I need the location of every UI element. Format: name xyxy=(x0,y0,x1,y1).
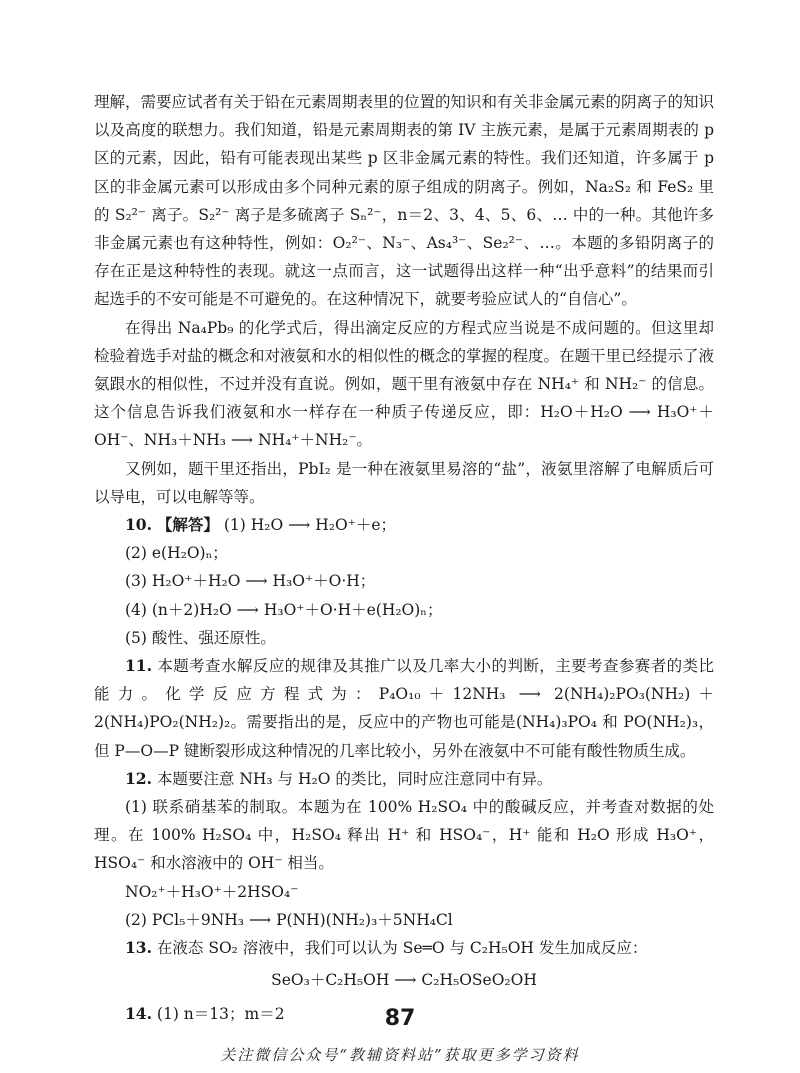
question-13-text: 在液态 SO₂ 溶液中，我们可以认为 Se═O 与 C₂H₅OH 发生加成反应： xyxy=(156,939,648,958)
question-10-line-5: (5) 酸性、强还原性。 xyxy=(125,628,276,647)
question-10-line-1 xyxy=(94,511,714,539)
question-13 xyxy=(94,934,714,962)
question-number: 10. xyxy=(125,515,152,535)
paragraph-pbi2-salt: 又例如，题干里还指出，PbI₂ 是一种在液氨里易溶的“盐”，液氨里溶解了电解质后可以导电，可以电解等等。 xyxy=(94,459,714,506)
question-number: 14. xyxy=(125,1004,152,1024)
question-14-text: (1) n＝13；m＝2 xyxy=(156,1005,285,1024)
answer-tag: 【解答】 xyxy=(156,515,219,535)
question-10-line-2: (2) e(H₂O)ₙ； xyxy=(125,544,228,563)
question-12-text: 本题要注意 NH₃ 与 H₂O 的类比，同时应注意同中有异。 xyxy=(156,769,553,788)
question-12-part-1: (1) 联系硝基苯的制取。本题为在 100% H₂SO₄ 中的酸碱反应，并考查对数据的处理。在 100% H₂SO₄ 中，H₂SO₄ 释出 H⁺ 和 HSO₄⁻，H⁺ 能和 H₂O 形成 H₃O⁺，HSO₄⁻ 和水溶液中的 OH⁻ 相当。 xyxy=(94,798,714,873)
question-13-equation: SeO₃＋C₂H₅OH ⟶ C₂H₅OSeO₂OH xyxy=(271,971,537,990)
question-10-line-3: (3) H₂O⁺＋H₂O ⟶ H₃O⁺＋O·H； xyxy=(125,572,376,591)
question-11-text: 本题考查水解反应的规律及其推广以及几率大小的判断，主要考查参赛者的类比能力。化学反应方程式为：P₄O₁₀＋12NH₃ ⟶ 2(NH₄)₂PO₃(NH₂)＋2(NH₄)PO₂(NH₂)₂。需要指出的是，反应中的产物也可能是(NH₄)₃PO₄ 和 PO(NH₂)₃，但 P—O—P 键断裂形成这种情况的几率比较小，另外在液氨中不可能有酸性物质生成。 xyxy=(94,657,714,760)
question-12-equation-1: NO₂⁺＋H₃O⁺＋2HSO₄⁻ xyxy=(125,882,299,901)
question-number: 12. xyxy=(125,768,152,788)
question-number: 11. xyxy=(125,656,152,676)
question-11 xyxy=(94,652,714,765)
question-12-part-2: (2) PCl₅＋9NH₃ ⟶ P(NH)(NH₂)₃＋5NH₄Cl xyxy=(125,910,453,929)
paragraph-na4pb9-formula: 在得出 Na₄Pb₉ 的化学式后，得出滴定反应的方程式应当说是不成问题的。但这里却检验着选手对盐的概念和对液氨和水的相似性的概念的掌握的程度。在题干里已经提示了液氨跟水的相似性，不过并没有直说。例如，题干里有液氨中存在 NH₄⁺ 和 NH₂⁻ 的信息。这个信息告诉我们液氨和水一样存在一种质子传递反应，即：H₂O＋H₂O ⟶ H₃O⁺＋OH⁻、NH₃＋NH₃ ⟶ NH₄⁺＋NH₂⁻。 xyxy=(94,318,715,450)
question-10-text: (1) H₂O ⟶ H₂O⁺＋e； xyxy=(223,516,397,535)
question-12 xyxy=(94,765,714,793)
document-body xyxy=(94,88,714,1029)
footer-watermark: 关注微信公众号“教辅资料站”获取更多学习资料 xyxy=(220,1046,580,1064)
paragraph-lead-ion-explanation: 理解，需要应试者有关于铅在元素周期表里的位置的知识和有关非金属元素的阴离子的知识以及高度的联想力。我们知道，铅是元素周期表的第 IV 主族元素，是属于元素周期表的 p 区的元素，因此，铅有可能表现出某些 p 区非金属元素的特性。我们还知道，许多属于 p 区的非金属元素可以形成由多个同种元素的原子组成的阴离子。例如，Na₂S₂ 和 FeS₂ 里的 S₂²⁻ 离子。S₂²⁻ 离子是多硫离子 Sₙ²⁻，n＝2、3、4、5、6、… 中的一种。其他许多非金属元素也有这种特性，例如：O₂²⁻、N₃⁻、As₄³⁻、Se₂²⁻、…。本题的多铅阴离子的存在正是这种特性的表现。就这一点而言，这一试题得出这样一种“出乎意料”的结果而引起选手的不安可能是不可避免的。在这种情况下，就要考验应试人的“自信心”。 xyxy=(94,93,715,309)
question-number: 13. xyxy=(125,938,152,958)
question-10-line-4: (4) (n＋2)H₂O ⟶ H₃O⁺＋O·H＋e(H₂O)ₙ； xyxy=(125,600,443,619)
page-number: 87 xyxy=(384,1006,416,1031)
